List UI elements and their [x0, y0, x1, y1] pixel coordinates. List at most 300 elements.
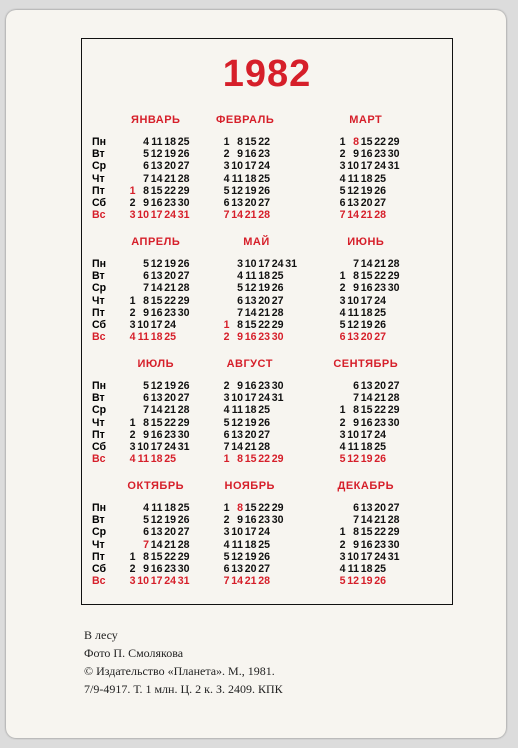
day-cell: 31 — [387, 160, 400, 173]
day-cell: 9 — [143, 306, 149, 319]
day-cell: 27 — [387, 380, 400, 392]
day-cell: 23 — [164, 306, 176, 319]
week-row — [216, 453, 284, 465]
day-cell: 7 — [223, 209, 230, 222]
day-cell: 27 — [387, 502, 400, 514]
month-name: МАЙ — [243, 236, 270, 248]
day-cell: 18 — [164, 136, 176, 148]
day-cell: 15 — [244, 502, 257, 514]
weekday-label: Чт — [92, 294, 105, 307]
day-cell: 15 — [150, 294, 163, 307]
weekday-labels — [92, 502, 116, 587]
day-cell: 15 — [244, 136, 257, 148]
day-cell: 18 — [244, 404, 257, 417]
weekday-label: Вт — [92, 270, 105, 283]
day-cell: 7 — [353, 392, 359, 405]
day-cell: 22 — [164, 294, 176, 307]
day-cell: 8 — [353, 526, 359, 539]
day-cell: 15 — [150, 184, 163, 197]
day-cell: 3 — [339, 428, 346, 441]
day-cell: 3 — [129, 209, 136, 222]
day-cell: 27 — [258, 562, 270, 575]
day-cell: 13 — [150, 526, 163, 539]
day-cell: 29 — [177, 550, 190, 563]
day-cell: 12 — [150, 258, 163, 270]
day-cell: 5 — [143, 148, 149, 161]
day-cell: 17 — [150, 209, 163, 222]
day-cell: 15 — [360, 526, 373, 539]
months-grid — [92, 114, 444, 602]
day-cell: 25 — [164, 453, 176, 466]
week-row — [332, 514, 400, 526]
day-cell: 22 — [258, 318, 270, 331]
day-cell: 27 — [177, 526, 190, 539]
day-cell: 22 — [258, 453, 270, 466]
day-cell: 16 — [360, 148, 373, 161]
week-row — [216, 417, 284, 429]
day-cell: 29 — [387, 404, 400, 417]
day-cell: 20 — [244, 196, 257, 209]
day-cell: 29 — [387, 136, 400, 148]
week-row — [332, 295, 400, 307]
weekday-label: Пт — [92, 184, 105, 197]
day-cell: 5 — [339, 318, 346, 331]
day-cell: 12 — [244, 282, 257, 295]
week-row — [332, 185, 400, 197]
day-cell: 13 — [231, 562, 243, 575]
week-row — [122, 417, 190, 429]
day-cell: 1 — [339, 404, 346, 417]
week-row — [332, 197, 400, 209]
day-cell: 17 — [244, 526, 257, 539]
week-row — [122, 441, 190, 453]
day-cell: 30 — [387, 148, 400, 161]
day-cell: 2 — [223, 380, 230, 392]
day-cell: 29 — [177, 294, 190, 307]
month-block — [212, 358, 328, 480]
day-cell: 29 — [387, 270, 400, 283]
day-cell: 22 — [258, 502, 270, 514]
day-cell: 8 — [143, 294, 149, 307]
day-cell: 26 — [258, 550, 270, 563]
weekday-label: Пт — [92, 550, 105, 563]
day-cell: 10 — [137, 318, 149, 331]
weekday-label: Вт — [92, 514, 105, 527]
calendar-card — [6, 10, 506, 738]
day-cell: 4 — [223, 172, 230, 185]
day-cell: 23 — [164, 196, 176, 209]
day-cell: 26 — [258, 184, 270, 197]
day-cell: 25 — [271, 270, 284, 283]
day-cell: 2 — [339, 538, 346, 551]
day-cell: 7 — [143, 404, 149, 417]
day-cell: 6 — [143, 392, 149, 405]
day-cell: 24 — [258, 392, 270, 405]
day-cell: 3 — [223, 392, 230, 405]
day-cell: 29 — [271, 453, 284, 466]
week-row — [332, 404, 400, 416]
day-cell: 15 — [244, 318, 257, 331]
week-row — [332, 270, 400, 282]
day-cell: 30 — [271, 380, 284, 392]
day-cell: 6 — [143, 160, 149, 173]
day-cell: 18 — [360, 562, 373, 575]
weekday-label: Вт — [92, 148, 105, 161]
day-cell: 23 — [164, 562, 176, 575]
week-row — [332, 173, 400, 185]
day-cell: 25 — [374, 306, 386, 319]
day-cell: 13 — [150, 392, 163, 405]
day-cell: 1 — [339, 526, 346, 539]
day-cell: 8 — [143, 184, 149, 197]
day-cell: 20 — [244, 428, 257, 441]
month-days — [332, 258, 400, 343]
day-cell: 5 — [339, 453, 346, 466]
week-row — [122, 319, 190, 331]
week-row — [122, 209, 190, 221]
day-cell: 27 — [271, 294, 284, 307]
day-cell: 13 — [231, 428, 243, 441]
day-cell: 20 — [164, 160, 176, 173]
week-row — [332, 160, 400, 172]
day-cell: 23 — [164, 428, 176, 441]
month-block — [212, 114, 328, 236]
day-cell: 23 — [374, 538, 386, 551]
week-row — [216, 258, 297, 270]
month-days — [332, 502, 400, 587]
day-cell: 13 — [347, 331, 359, 344]
day-cell: 24 — [164, 440, 176, 453]
week-row — [332, 380, 400, 392]
week-row — [122, 380, 190, 392]
day-cell: 21 — [164, 538, 176, 551]
day-cell: 2 — [223, 514, 230, 527]
day-cell: 7 — [223, 575, 230, 588]
day-cell: 3 — [129, 440, 136, 453]
day-cell: 20 — [258, 294, 270, 307]
day-cell: 19 — [164, 380, 176, 392]
day-cell: 17 — [360, 294, 373, 307]
day-cell: 21 — [360, 209, 373, 222]
calendar-frame — [81, 38, 453, 605]
day-cell: 13 — [360, 502, 373, 514]
day-cell: 26 — [177, 258, 190, 270]
day-cell: 11 — [347, 562, 359, 575]
day-cell: 17 — [244, 392, 257, 405]
day-cell: 18 — [360, 172, 373, 185]
month-block — [212, 480, 328, 602]
month-block — [92, 480, 212, 602]
week-row — [216, 295, 297, 307]
month-block — [92, 358, 212, 480]
day-cell: 4 — [237, 270, 243, 283]
month-name: ЯНВАРЬ — [131, 114, 181, 126]
day-cell: 23 — [374, 282, 386, 295]
day-cell: 28 — [177, 404, 190, 417]
day-cell: 14 — [150, 404, 163, 417]
day-cell: 17 — [360, 550, 373, 563]
day-cell: 19 — [164, 148, 176, 161]
week-row — [332, 417, 400, 429]
day-cell: 6 — [353, 502, 359, 514]
week-row — [122, 514, 190, 526]
week-row — [332, 429, 400, 441]
day-cell: 23 — [374, 416, 386, 429]
day-cell: 12 — [347, 184, 359, 197]
weekday-labels — [92, 136, 116, 221]
month-name: НОЯБРЬ — [224, 480, 275, 492]
day-cell: 20 — [374, 380, 386, 392]
day-cell: 10 — [244, 258, 257, 270]
day-cell: 24 — [258, 160, 270, 173]
day-cell: 23 — [258, 514, 270, 527]
weekday-label: Сб — [92, 562, 107, 575]
day-cell: 15 — [150, 550, 163, 563]
week-row — [122, 136, 190, 148]
photo-title: В лесу — [84, 628, 118, 642]
weekday-label: Сб — [92, 318, 107, 331]
day-cell: 9 — [143, 562, 149, 575]
day-cell: 21 — [374, 514, 386, 527]
day-cell: 10 — [231, 526, 243, 539]
day-cell: 26 — [177, 514, 190, 527]
week-row — [332, 307, 400, 319]
week-row — [122, 526, 190, 538]
month-block — [328, 358, 444, 480]
week-row — [332, 539, 400, 551]
day-cell: 14 — [360, 258, 373, 270]
day-cell: 11 — [231, 404, 243, 417]
month-name: ФЕВРАЛЬ — [216, 114, 275, 126]
day-cell: 16 — [244, 331, 257, 344]
day-cell: 23 — [258, 148, 270, 161]
day-cell: 10 — [347, 294, 359, 307]
week-row — [216, 539, 284, 551]
day-cell: 6 — [223, 196, 230, 209]
day-cell: 19 — [360, 318, 373, 331]
day-cell: 2 — [223, 148, 230, 161]
week-row — [122, 282, 190, 294]
week-row — [332, 502, 400, 514]
day-cell: 9 — [143, 428, 149, 441]
day-cell: 16 — [244, 380, 257, 392]
weekday-label: Пн — [92, 502, 107, 514]
day-cell: 31 — [285, 258, 297, 270]
day-cell: 21 — [164, 172, 176, 185]
day-cell: 1 — [223, 453, 230, 466]
day-cell: 22 — [374, 270, 386, 283]
day-cell: 2 — [129, 196, 136, 209]
day-cell: 24 — [258, 526, 270, 539]
day-cell: 28 — [177, 282, 190, 295]
day-cell: 13 — [150, 270, 163, 283]
day-cell: 28 — [258, 575, 270, 588]
day-cell: 4 — [129, 331, 136, 344]
week-row — [122, 331, 190, 343]
day-cell: 5 — [143, 380, 149, 392]
photo-credit: Фото П. Смолякова — [84, 646, 184, 660]
week-row — [216, 307, 297, 319]
day-cell: 6 — [237, 294, 243, 307]
day-cell: 13 — [244, 294, 257, 307]
day-cell: 19 — [164, 514, 176, 527]
day-cell: 20 — [374, 502, 386, 514]
day-cell: 30 — [387, 538, 400, 551]
day-cell: 4 — [223, 404, 230, 417]
day-cell: 14 — [231, 209, 243, 222]
week-row — [216, 563, 284, 575]
day-cell: 3 — [339, 160, 346, 173]
day-cell: 9 — [237, 514, 243, 527]
day-cell: 10 — [231, 160, 243, 173]
day-cell: 22 — [164, 416, 176, 429]
week-row — [216, 392, 284, 404]
week-row — [332, 282, 400, 294]
day-cell: 25 — [177, 136, 190, 148]
day-cell: 12 — [231, 550, 243, 563]
day-cell: 6 — [223, 428, 230, 441]
day-cell: 25 — [258, 538, 270, 551]
day-cell: 19 — [244, 550, 257, 563]
week-row — [122, 551, 190, 563]
day-cell: 25 — [164, 331, 176, 344]
day-cell: 22 — [374, 526, 386, 539]
day-cell: 25 — [258, 172, 270, 185]
month-block — [328, 236, 444, 358]
weekday-label: Пн — [92, 380, 107, 392]
month-days — [216, 136, 270, 221]
week-row — [332, 575, 400, 587]
day-cell: 3 — [129, 575, 136, 588]
day-cell: 10 — [137, 575, 149, 588]
day-cell: 10 — [347, 428, 359, 441]
day-cell: 4 — [339, 562, 346, 575]
day-cell: 3 — [339, 294, 346, 307]
week-row — [122, 429, 190, 441]
day-cell: 16 — [150, 562, 163, 575]
week-row — [332, 136, 400, 148]
day-cell: 20 — [164, 270, 176, 283]
month-block — [328, 480, 444, 602]
day-cell: 11 — [151, 502, 163, 514]
day-cell: 11 — [137, 331, 149, 344]
day-cell: 27 — [258, 196, 270, 209]
day-cell: 31 — [177, 209, 190, 222]
day-cell: 18 — [244, 172, 257, 185]
month-days — [122, 502, 190, 587]
week-row — [332, 392, 400, 404]
weekday-label: Вс — [92, 453, 106, 466]
day-cell: 3 — [129, 318, 136, 331]
day-cell: 23 — [258, 380, 270, 392]
day-cell: 6 — [339, 331, 346, 344]
week-row — [332, 453, 400, 465]
day-cell: 18 — [164, 502, 176, 514]
weekday-labels — [92, 380, 116, 465]
week-row — [122, 453, 190, 465]
day-cell: 19 — [258, 282, 270, 295]
day-cell: 22 — [374, 136, 386, 148]
day-cell: 8 — [353, 270, 359, 283]
day-cell: 14 — [150, 282, 163, 295]
day-cell: 23 — [374, 148, 386, 161]
day-cell: 9 — [237, 331, 243, 344]
day-cell: 16 — [360, 282, 373, 295]
week-row — [122, 392, 190, 404]
day-cell: 26 — [271, 282, 284, 295]
week-row — [332, 148, 400, 160]
day-cell: 6 — [223, 562, 230, 575]
day-cell: 9 — [237, 148, 243, 161]
day-cell: 11 — [137, 453, 149, 466]
day-cell: 8 — [237, 502, 243, 514]
day-cell: 8 — [237, 136, 243, 148]
day-cell: 12 — [347, 318, 359, 331]
week-row — [216, 160, 270, 172]
day-cell: 17 — [150, 318, 163, 331]
month-days — [122, 380, 190, 465]
day-cell: 2 — [339, 282, 346, 295]
day-cell: 4 — [143, 502, 149, 514]
week-row — [122, 575, 190, 587]
day-cell: 19 — [164, 258, 176, 270]
day-cell: 26 — [374, 184, 386, 197]
day-cell: 24 — [164, 318, 176, 331]
day-cell: 25 — [374, 440, 386, 453]
day-cell: 10 — [137, 209, 149, 222]
day-cell: 27 — [177, 270, 190, 283]
day-cell: 24 — [374, 550, 386, 563]
week-row — [216, 429, 284, 441]
day-cell: 4 — [339, 172, 346, 185]
day-cell: 7 — [143, 538, 149, 551]
day-cell: 17 — [258, 258, 270, 270]
day-cell: 13 — [231, 196, 243, 209]
week-row — [216, 551, 284, 563]
day-cell: 22 — [164, 184, 176, 197]
month-name: СЕНТЯБРЬ — [333, 358, 399, 370]
weekday-label: Вс — [92, 575, 106, 588]
day-cell: 18 — [258, 270, 270, 283]
day-cell: 21 — [374, 392, 386, 405]
day-cell: 10 — [347, 160, 359, 173]
day-cell: 26 — [374, 575, 386, 588]
day-cell: 14 — [347, 209, 359, 222]
day-cell: 24 — [271, 258, 284, 270]
month-block — [328, 114, 444, 236]
day-cell: 6 — [143, 270, 149, 283]
day-cell: 5 — [143, 514, 149, 527]
day-cell: 8 — [237, 453, 243, 466]
day-cell: 22 — [374, 404, 386, 417]
month-name: ОКТЯБРЬ — [127, 480, 185, 492]
week-row — [332, 331, 400, 343]
day-cell: 19 — [244, 184, 257, 197]
day-cell: 8 — [353, 404, 359, 417]
week-row — [332, 441, 400, 453]
day-cell: 21 — [244, 575, 257, 588]
day-cell: 30 — [177, 428, 190, 441]
day-cell: 7 — [353, 258, 359, 270]
day-cell: 21 — [374, 258, 386, 270]
day-cell: 25 — [258, 404, 270, 417]
day-cell: 16 — [244, 148, 257, 161]
week-row — [216, 185, 270, 197]
day-cell: 16 — [150, 196, 163, 209]
day-cell: 5 — [339, 184, 346, 197]
day-cell: 7 — [237, 306, 243, 319]
day-cell: 10 — [347, 550, 359, 563]
